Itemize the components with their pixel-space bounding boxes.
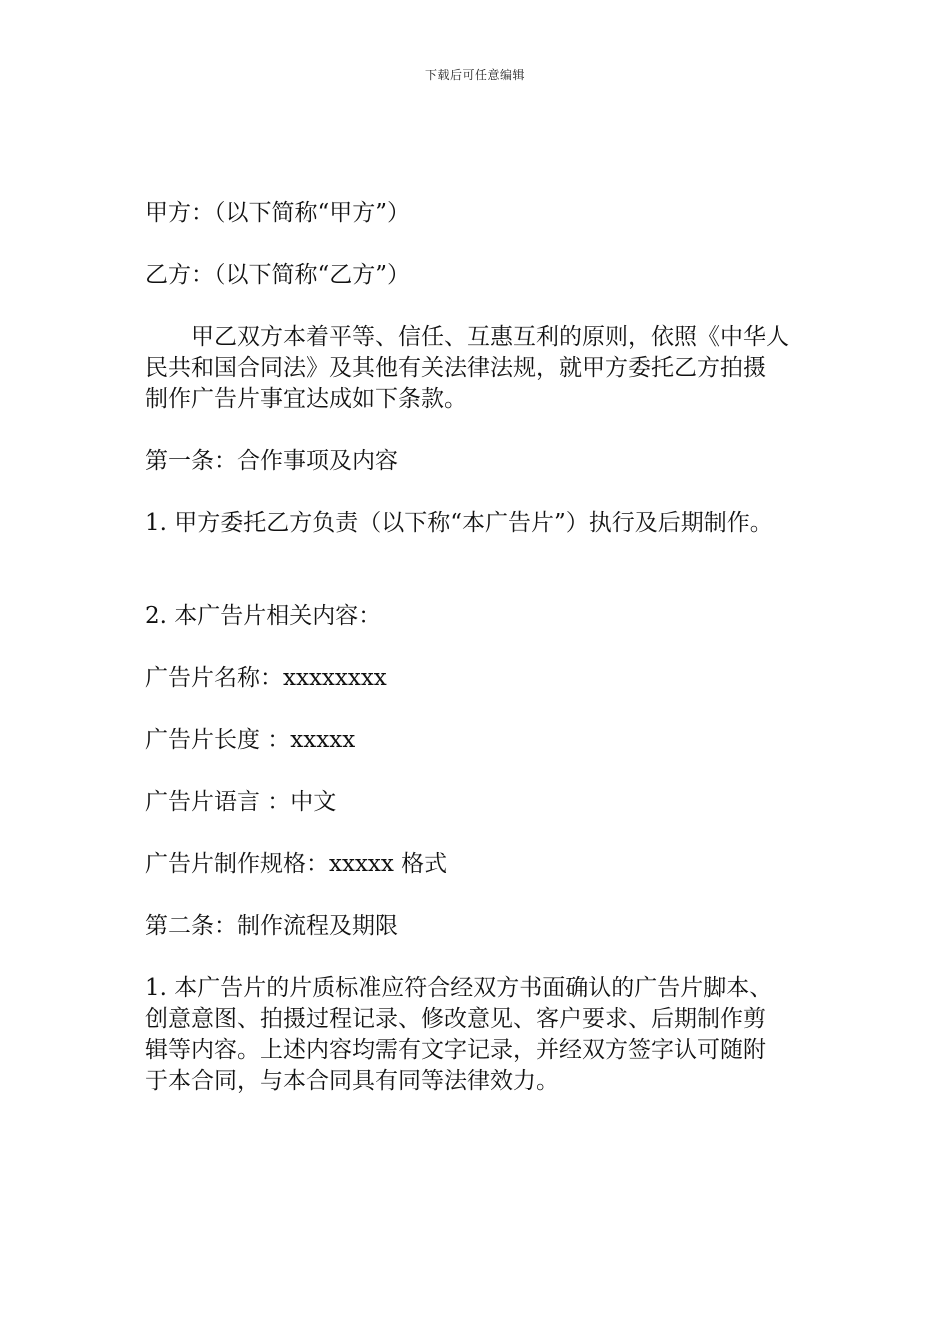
article2-item1 [145,973,835,1097]
party-b-line: 乙方：（以下简称“乙方”） [145,262,411,288]
article2-item1-line: 辑等内容。上述内容均需有文字记录，并经双方签字认可随附 [145,1037,766,1063]
intro-paragraph [145,322,835,415]
article1-item2: 2. 本广告片相关内容： [145,603,382,629]
ad-language-line: 广告片语言 ：中文 [145,789,337,815]
article1-item1: 1. 甲方委托乙方负责（以下称“本广告片”）执行及后期制作。 [145,510,773,536]
ad-length-line: 广告片长度 ：xxxxx [145,727,356,753]
intro-line: 制作广告片事宜达成如下条款。 [145,386,467,412]
ad-spec-line: 广告片制作规格：xxxxx 格式 [145,851,448,877]
header-note: 下载后可任意编辑 [424,68,525,82]
party-a-line: 甲方：（以下简称“甲方”） [145,200,411,226]
intro-line: 甲乙双方本着平等、信任、互惠互利的原则，依照《中华人 [191,324,789,350]
article1-title: 第一条：合作事项及内容 [145,448,398,474]
article2-title: 第二条：制作流程及期限 [145,913,398,939]
ad-name-line: 广告片名称：xxxxxxxx [145,665,387,691]
article2-item1-line: 1. 本广告片的片质标准应符合经双方书面确认的广告片脚本、 [145,975,773,1001]
intro-line: 民共和国合同法》及其他有关法律法规，就甲方委托乙方拍摄 [145,355,766,381]
article2-item1-line: 于本合同，与本合同具有同等法律效力。 [145,1068,559,1094]
contract-body [145,198,835,1128]
article2-item1-line: 创意意图、拍摄过程记录、修改意见、客户要求、后期制作剪 [145,1006,766,1032]
